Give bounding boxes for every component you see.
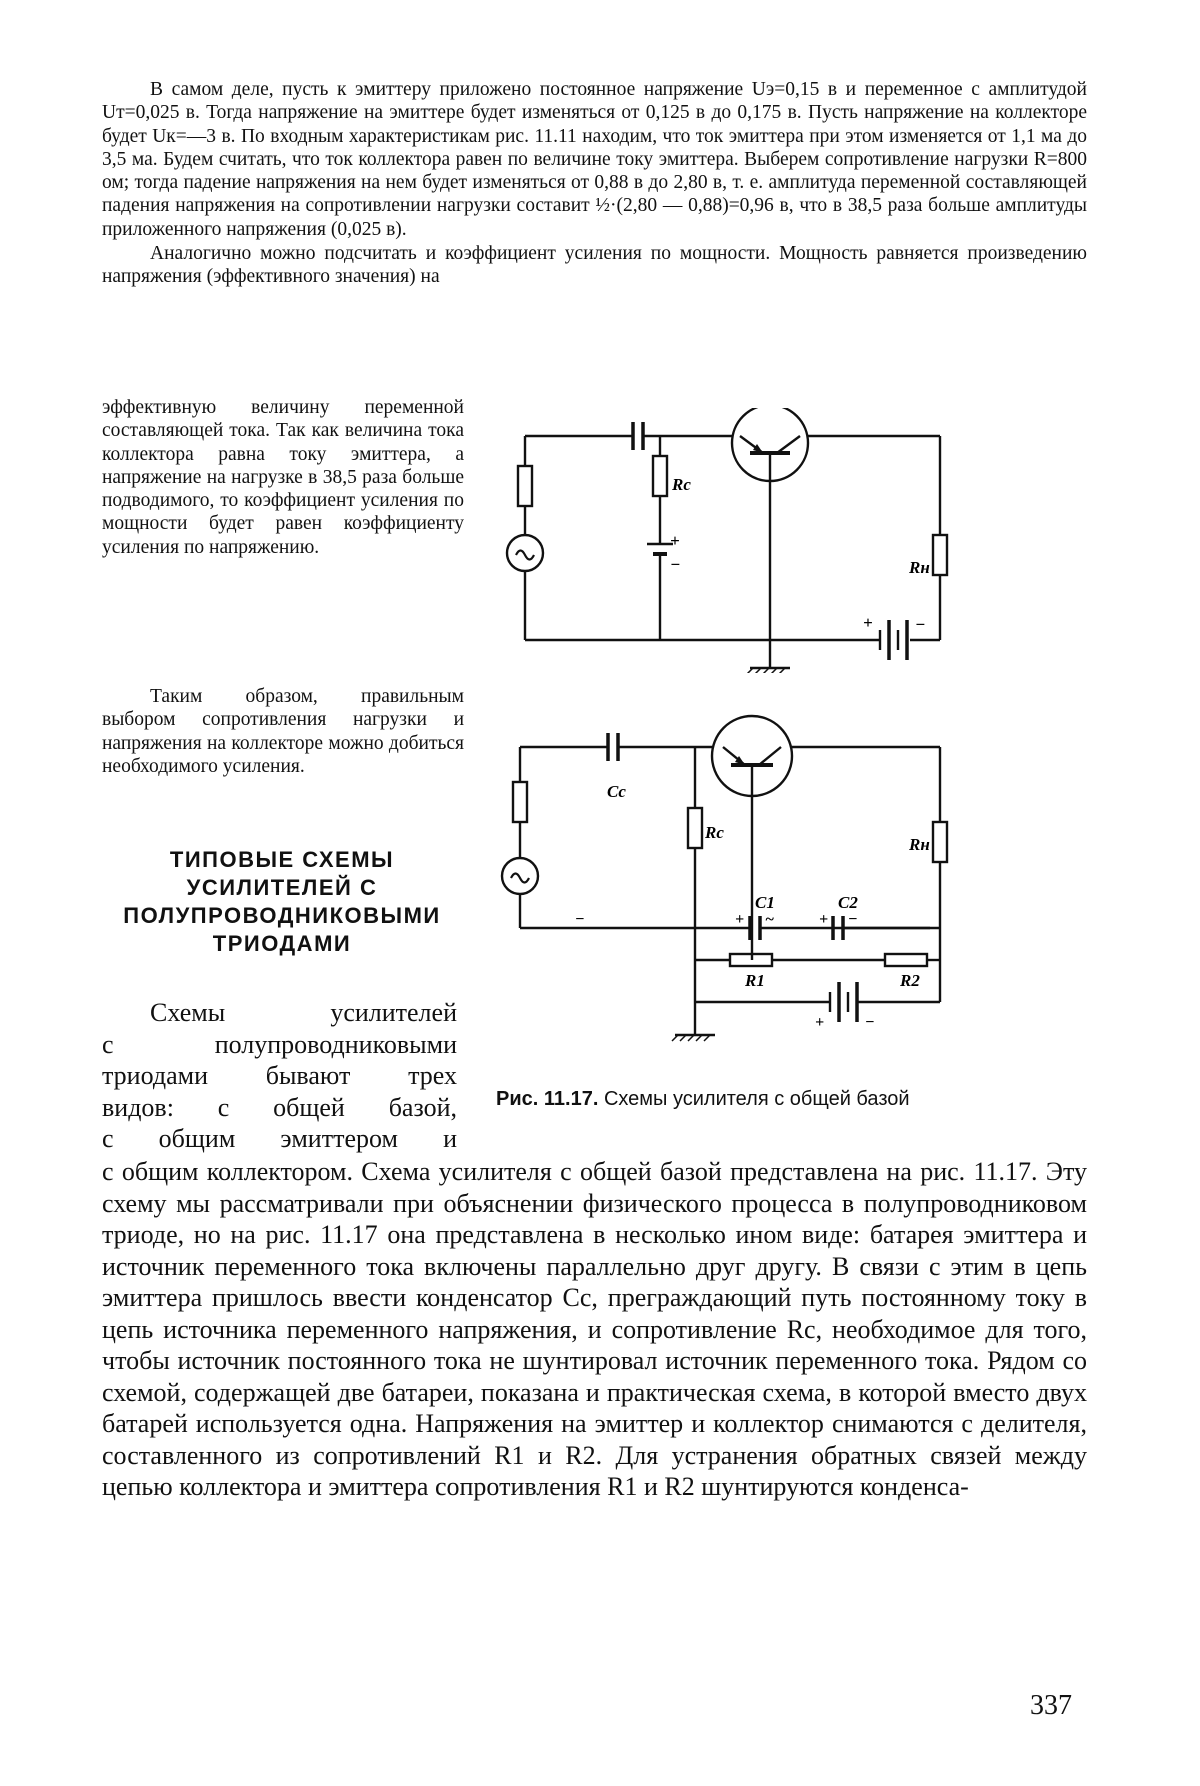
label-c1: C1 — [755, 893, 775, 912]
label-minus-upper-1: − — [670, 555, 680, 574]
upper-text-block — [102, 78, 1087, 289]
label-minus-lower-3: − — [865, 1014, 875, 1031]
label-rc-lower: Rс — [704, 823, 724, 842]
label-plus-lower-2: + — [819, 911, 828, 928]
paragraph-1: В самом деле, пусть к эмиттеру приложено постоянное напряжение Uэ=0,15 в и переменное с амплитудой Uт=0,025 в. Тогда напряжение на эмиттере будет изменяться от 0,125 в до 0,175 в. Пусть напряжение на коллекторе будет Uк=—3 в. По входным характеристикам рис. 11.11 находим, что ток эмиттера при этом изменяется от 1,1 ма до 3,5 ма. Будем считать, что ток коллектора равен по величине току эмиттера. Выберем сопротивление нагрузки R=800 ом; тогда падение напряжения на нем будет изменяться от 0,88 в до 2,80 в, т. е. амплитуда переменной составляющей падения напряжения на сопротивлении нагрузки составит ½·(2,80 — 0,88)=0,96 в, что в 38,5 раза больше амплитуды приложенного напряжения (0,025 в). — [102, 78, 1087, 241]
label-plus-lower-3: + — [815, 1014, 824, 1031]
body-line-3: триодами бывают трех — [102, 1060, 457, 1092]
label-cc: Cс — [607, 782, 626, 801]
label-minus-upper-2: − — [915, 615, 925, 634]
label-plus-lower-1: + — [735, 911, 744, 928]
page-number: 337 — [1030, 1690, 1072, 1722]
body-line-1: Схемы усилителей — [102, 997, 457, 1029]
paragraph-3: Таким образом, правильным выбором сопротивления нагрузки и напряжения на коллекторе можно добиться необходимого усиления. — [102, 685, 464, 778]
label-r2: R2 — [899, 971, 920, 990]
figure-caption — [496, 1088, 1088, 1111]
label-r1: R1 — [744, 971, 765, 990]
section-heading: ТИПОВЫЕ СХЕМЫ УСИЛИТЕЛЕЙ С ПОЛУПРОВОДНИКОВЫМИ ТРИОДАМИ — [98, 846, 466, 958]
label-plus-upper-1: + — [670, 531, 680, 550]
body-line-4: видов: с общей базой, — [102, 1092, 457, 1124]
book-page — [0, 0, 1200, 1786]
label-c2: C2 — [838, 893, 858, 912]
label-tilde-lower: ~ — [765, 911, 774, 928]
label-rn-upper: Rн — [908, 558, 930, 577]
body-text-column — [102, 997, 457, 1155]
paragraph-2-start: Аналогично можно подсчитать и коэффициент усиления по мощности. Мощность равняется произведению напряжения (эффективного значения) на — [102, 242, 1087, 289]
paragraph-2-column: эффективную величину переменной составляющей тока. Так как величина тока коллектора равна току эмиттера, а напряжение на нагрузке в 38,5 раза больше подводимого, то коэффициент усиления по мощности будет равен коэффициенту усиления по напряжению. — [102, 396, 464, 559]
caption-number: Рис. 11.17. — [496, 1088, 598, 1110]
circuit-diagram-lower — [495, 710, 1090, 1070]
body-line-5: с общим эмиттером и — [102, 1123, 457, 1155]
label-minus-lower-2: − — [848, 911, 858, 928]
label-rc-upper: Rс — [671, 475, 691, 494]
caption-text: Схемы усилителя с общей базой — [604, 1088, 910, 1110]
body-line-2: с полупроводниковыми — [102, 1029, 457, 1061]
label-rn-lower: Rн — [908, 835, 930, 854]
circuit-diagram-upper — [495, 408, 1090, 673]
body-text-main: с общим коллектором. Схема усилителя с общей базой представлена на рис. 11.17. Эту схему мы рассматривали при объяснении физического процесса в полупроводниковом триоде, но на рис. 11.17 она представлена в несколько ином виде: батарея эмиттера и источник переменного тока включены параллельно друг другу. В связи с этим в цепь эмиттера пришлось ввести конденсатор Cс, преграждающий путь постоянному току в цепь источника переменного напряжения, и сопротивление Rс, необходимое для того, чтобы источник постоянного тока не шунтировал источник переменного тока. Рядом со схемой, содержащей две батареи, показана и практическая схема, в которой вместо двух батарей используется одна. Напряжения на эмиттер и коллектор снимаются с делителя, составленного из сопротивлений R1 и R2. Для устранения обратных связей между цепью коллектора и эмиттера сопротивления R1 и R2 шунтируются конденса- — [102, 1156, 1087, 1503]
label-minus-lower-1: − — [575, 911, 585, 928]
label-plus-upper-2: + — [863, 613, 873, 632]
